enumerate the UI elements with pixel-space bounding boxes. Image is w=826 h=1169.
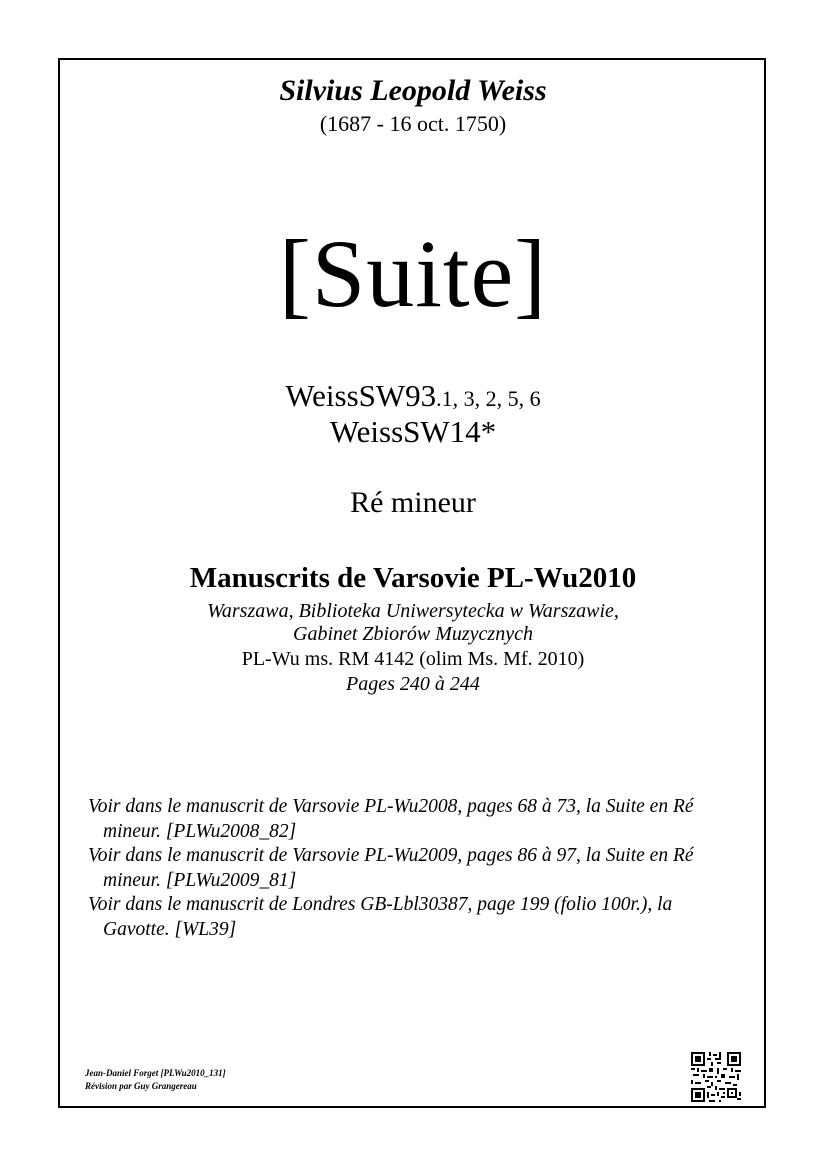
manuscript-cabinet: Gabinet Zbiorów Muzycznych xyxy=(293,623,533,645)
credit-revision: Révision par Guy Grangereau xyxy=(85,1081,197,1091)
credit-author: Jean-Daniel Forget [PLWu2010_131] xyxy=(85,1068,226,1078)
manuscript-shelfmark: PL-Wu ms. RM 4142 (olim Ms. Mf. 2010) xyxy=(241,648,585,670)
credits xyxy=(85,1067,226,1093)
composer-dates: (1687 - 16 oct. 1750) xyxy=(319,111,507,136)
composer-name: Silvius Leopold Weiss xyxy=(279,74,547,107)
page-title: [Suite] xyxy=(278,220,548,327)
catalog-line-1 xyxy=(0,378,826,414)
catalog-line-2: WeissSW14* xyxy=(329,414,497,449)
qr-code-icon xyxy=(691,1052,741,1102)
manuscript-library: Warszawa, Biblioteka Uniwersytecka w Warszawie, xyxy=(207,600,619,622)
manuscript-pages: Pages 240 à 244 xyxy=(346,673,480,695)
manuscript-title: Manuscrits de Varsovie PL-Wu2010 xyxy=(189,562,637,594)
reference-note: Voir dans le manuscrit de Varsovie PL-Wu2009, pages 86 à 97, la Suite en Ré mineur. [PLWu2009_81] xyxy=(88,845,694,891)
reference-notes xyxy=(88,795,728,942)
key-signature: Ré mineur xyxy=(350,486,476,519)
reference-note: Voir dans le manuscrit de Londres GB-Lbl30387, page 199 (folio 100r.), la Gavotte. [WL39] xyxy=(88,894,673,940)
catalog-number: WeissSW93 xyxy=(285,378,437,413)
reference-note: Voir dans le manuscrit de Varsovie PL-Wu2008, pages 68 à 73, la Suite en Ré mineur. [PLWu2008_82] xyxy=(88,796,694,842)
catalog-movements: .1, 3, 2, 5, 6 xyxy=(436,386,541,411)
